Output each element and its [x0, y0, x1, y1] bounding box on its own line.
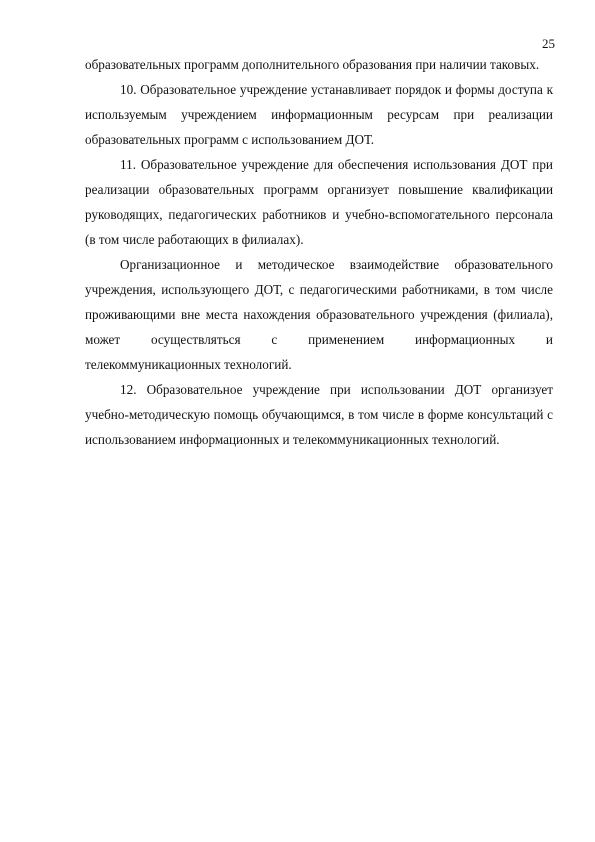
- paragraph-interaction: Организационное и методическое взаимодействие образовательного учреждения, использующего ДОТ, с педагогическими работниками, в том числе проживающими вне места нахождения образовательного учреждения (филиала), может осуществляться с применением информационных и телекоммуникационных технологий.: [85, 257, 553, 372]
- document-body: [85, 52, 553, 452]
- paragraph-continuation: образовательных программ дополнительного образования при наличии таковых.: [85, 57, 540, 72]
- page-number: 25: [542, 36, 555, 51]
- paragraph-item-12: 12. Образовательное учреждение при использовании ДОТ организует учебно-методическую помощь обучающимся, в том числе в форме консультаций с использованием информационных и телекоммуникационных технологий.: [85, 382, 553, 447]
- paragraph-item-10: 10. Образовательное учреждение устанавливает порядок и формы доступа к используемым учреждением информационным ресурсам при реализации образовательных программ с использованием ДОТ.: [85, 82, 553, 147]
- paragraph-item-11: 11. Образовательное учреждение для обеспечения использования ДОТ при реализации образовательных программ организует повышение квалификации руководящих, педагогических работников и учебно-вспомогательного персонала (в том числе работающих в филиалах).: [85, 157, 553, 247]
